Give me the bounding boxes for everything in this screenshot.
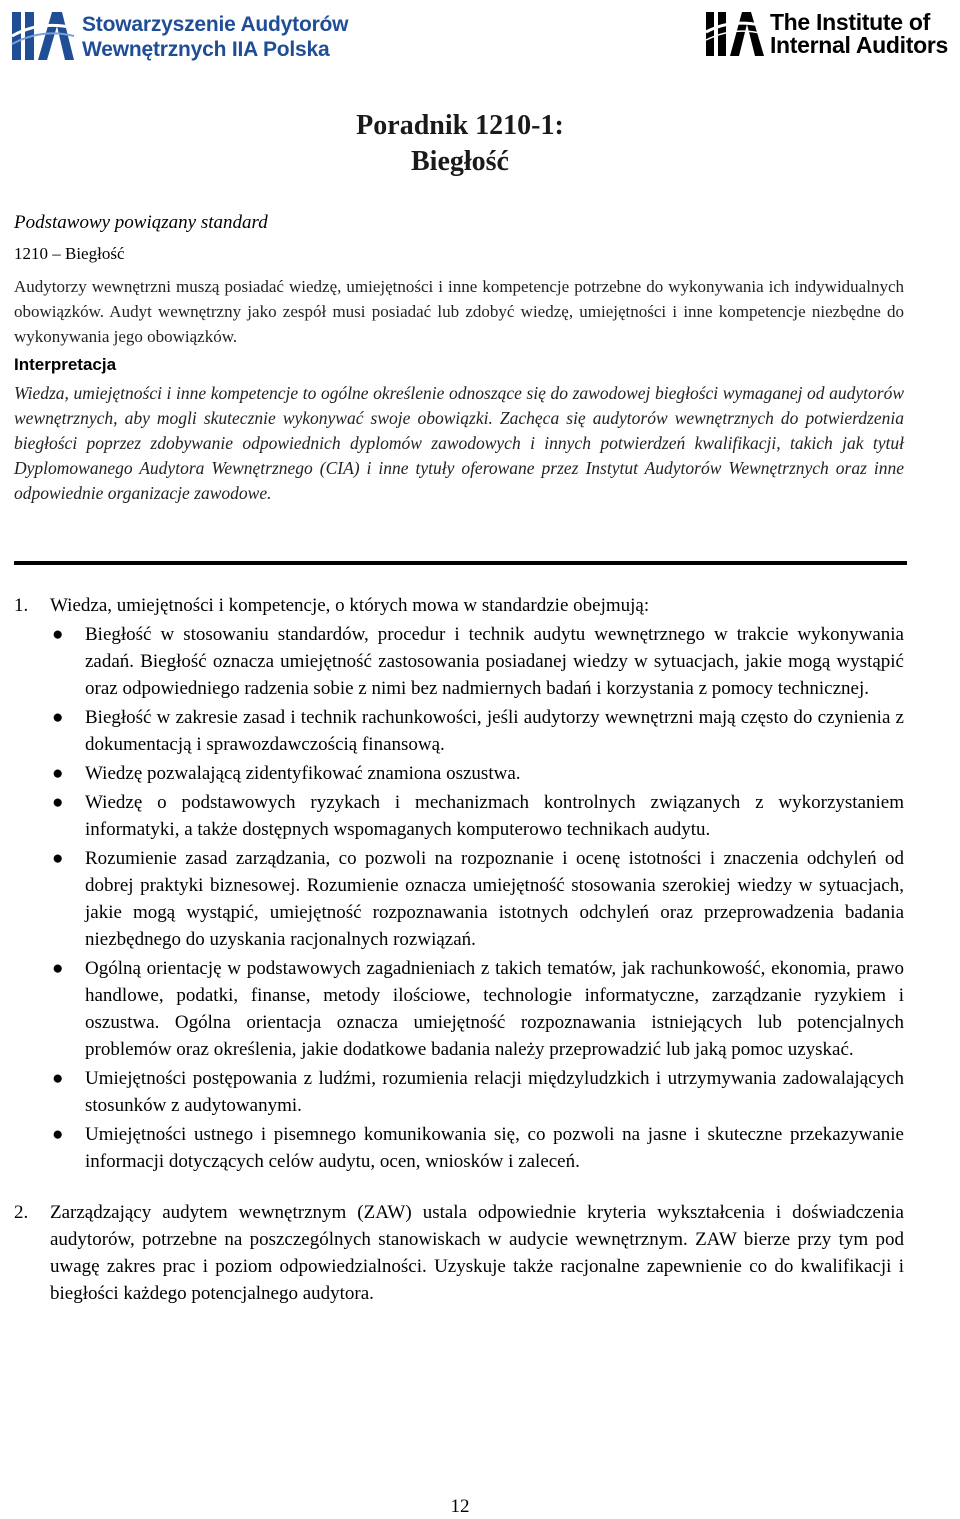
list-item xyxy=(14,955,904,1063)
list-item-text: Umiejętności ustnego i pisemnego komunikowania się, co pozwoli na jasne i skuteczne przekazywanie informacji dotyczących celów audytu, ocen, wniosków i zaleceń. xyxy=(85,1124,904,1172)
bullet-icon: ● xyxy=(52,707,64,728)
title-line2: Biegłość xyxy=(411,146,509,177)
bullet-icon: ● xyxy=(52,1124,64,1145)
list-item xyxy=(14,1121,904,1175)
bullet-icon: ● xyxy=(52,1068,64,1089)
bullet-icon: ● xyxy=(52,848,64,869)
list-item xyxy=(14,845,904,953)
standard-number: 1210 – Biegłość xyxy=(14,244,125,263)
section-divider xyxy=(14,561,907,565)
item-text: Wiedza, umiejętności i kompetencje, o których mowa w standardzie obejmują: xyxy=(50,595,650,616)
standard-section xyxy=(14,210,904,506)
list-item xyxy=(14,760,904,787)
iia-logo-icon xyxy=(704,6,766,62)
standard-label: Podstawowy powiązany standard xyxy=(14,212,268,233)
list-item-text: Biegłość w zakresie zasad i technik rachunkowości, jeśli audytorzy wewnętrzni mają często do czynienia z dokumentacją i sprawozdawczością finansową. xyxy=(85,707,904,755)
right-logo-line1: The Institute of xyxy=(769,9,930,35)
right-logo-line2: Internal Auditors xyxy=(769,32,948,58)
page-title xyxy=(0,108,920,180)
list-item-text: Ogólną orientację w podstawowych zagadnieniach z takich tematów, jak rachunkowość, ekonomia, prawo handlowe, podatki, finanse, metody ilościowe, technologie informatyczne, zarządzanie ryzykiem i oszustwa. Ogólna orientacja oznacza umiejętność rozpoznawania istniejących lub potencjalnych problemów oraz określenia, jakie dodatkowe badania należy przeprowadzić lub jaką pomoc uzyskać. xyxy=(85,958,904,1060)
item-number: 1. xyxy=(14,595,29,616)
interpretation-text: Wiedza, umiejętności i inne kompetencje to ogólne określenie odnoszące się do zawodowej biegłości wymaganej od audytorów wewnętrznych, aby mogli skutecznie wykonywać swoje obowiązki. Zachęca się audytorów wewnętrznych do potwierdzenia biegłości poprzez zdobywanie odpowiednich dyplomów zawodowych i innych potwierdzeń kwalifikacji, takich jak tytuł Dyplomowanego Audytora Wewnętrznego (CIA) i inne tytuły oferowane przez Instytut Audytorów Wewnętrznych oraz inne odpowiednie organizacje zawodowe. xyxy=(14,383,904,503)
item-number: 2. xyxy=(14,1202,29,1223)
list-item-text: Rozumienie zasad zarządzania, co pozwoli na rozpoznanie i ocenę istotności i znaczenia odchyleń od dobrej praktyki biznesowej. Rozumienie oznacza umiejętność stosowania szerokiej wiedzy w sytuacjach, jakie mogą wystąpić, umiejętność rozpoznawania istotnych odchyleń oraz przeprowadzenia badania niezbędnego do uzyskania racjonalnych rozwiązań. xyxy=(85,848,904,950)
numbered-item-2 xyxy=(14,1199,904,1307)
iia-logo xyxy=(704,6,948,62)
item-text: Zarządzający audytem wewnętrznym (ZAW) ustala odpowiednie kryteria wykształcenia i doświadczenia audytorów, potrzebne na poszczególnych stanowiskach w audycie wewnętrznym. ZAW bierze przy tym pod uwagę zakres prac i poziom odpowiedzialności. Uzyskuje także racjonalne zapewnienie co do kwalifikacji i biegłości każdego potencjalnego audytora. xyxy=(50,1202,904,1304)
list-item-text: Biegłość w stosowaniu standardów, procedur i technik audytu wewnętrznego w trakcie wykonywania zadań. Biegłość oznacza umiejętność zastosowania posiadanej wiedzy w sytuacjach, jakie mogą wystąpić oraz odpowiedniego radzenia sobie z nimi bez nadmiernych badań i korzystania z pomocy technicznej. xyxy=(85,624,904,699)
bullet-list xyxy=(14,621,904,1175)
bullet-icon: ● xyxy=(52,763,64,784)
title-line1: Poradnik 1210-1: xyxy=(356,110,564,141)
iia-polska-logo xyxy=(10,6,348,68)
iia-polska-logo-icon xyxy=(10,6,76,68)
standard-text: Audytorzy wewnętrzni muszą posiadać wiedzę, umiejętności i inne kompetencje potrzebne do wykonywania ich indywidualnych obowiązków. Audyt wewnętrzny jako zespół musi posiadać lub zdobyć wiedzę, umiejętności i inne kompetencje niezbędne do wykonywania jego obowiązków. xyxy=(14,277,904,346)
list-item-text: Wiedzę o podstawowych ryzykach i mechanizmach kontrolnych związanych z wykorzystaniem informatyki, a także dostępnych wspomaganych komputerowo technikach audytu. xyxy=(85,792,904,840)
list-item xyxy=(14,621,904,702)
interpretation-heading: Interpretacja xyxy=(14,355,117,374)
bullet-icon: ● xyxy=(52,624,64,645)
numbered-item-1 xyxy=(14,592,904,619)
list-item xyxy=(14,789,904,843)
page-number: 12 xyxy=(450,1496,470,1517)
list-item xyxy=(14,704,904,758)
list-item xyxy=(14,1065,904,1119)
guidance-list xyxy=(14,592,904,1307)
bullet-icon: ● xyxy=(52,792,64,813)
bullet-icon: ● xyxy=(52,958,64,979)
left-logo-line2: Wewnętrznych IIA Polska xyxy=(82,38,330,61)
list-item-text: Umiejętności postępowania z ludźmi, rozumienia relacji międzyludzkich i utrzymywania zadowalających stosunków z audytowanymi. xyxy=(85,1068,904,1116)
page-header xyxy=(0,0,960,80)
left-logo-line1: Stowarzyszenie Audytorów xyxy=(82,13,349,36)
list-item-text: Wiedzę pozwalającą zidentyfikować znamiona oszustwa. xyxy=(85,763,521,784)
